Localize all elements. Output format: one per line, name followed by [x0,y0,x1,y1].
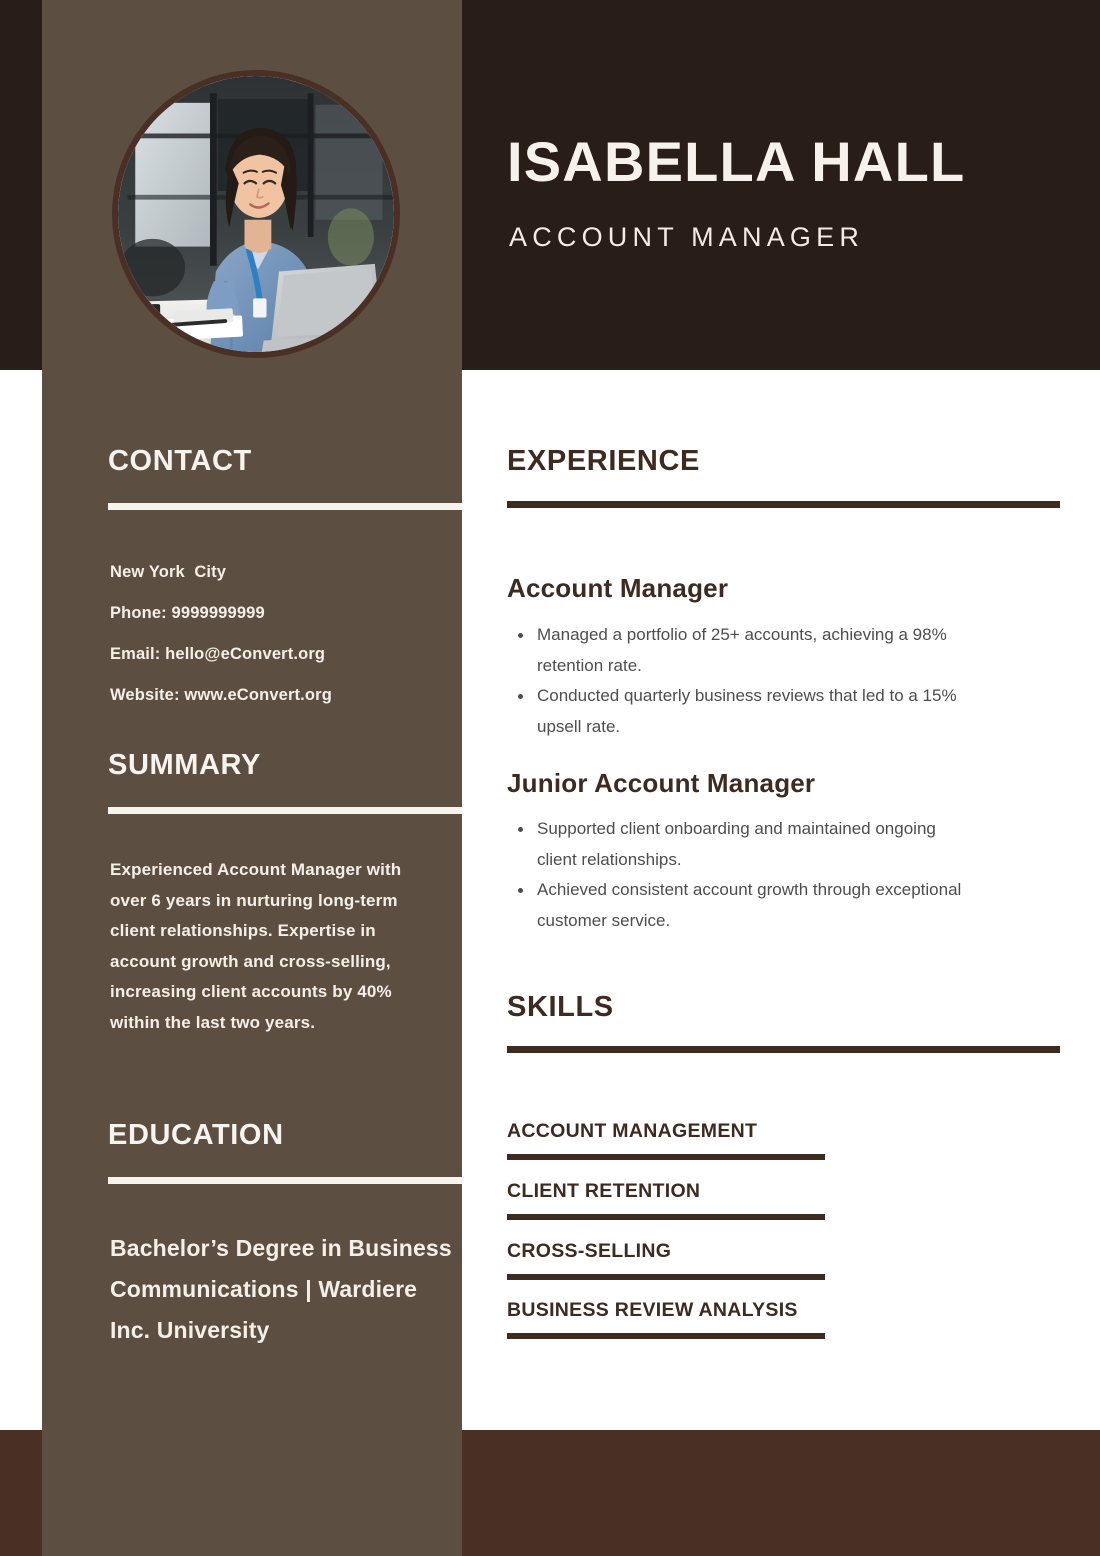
skill-bar [507,1214,825,1220]
summary-text: Experienced Account Manager with over 6 years in nurturing long-term client relationships. Expertise in account growth and cross-selling, increasing client accounts by 40% within the last two years. [110,860,402,1032]
woman-working-on-laptop-photo [118,76,394,352]
job-role-subtitle: ACCOUNT MANAGER [509,222,865,252]
contact-phone: Phone: 9999999999 [110,604,265,622]
section-heading-education: EDUCATION [108,1119,284,1151]
summary-divider [108,807,462,814]
list-item: Conducted quarterly business reviews that led to a 15% upsell rate. [507,681,977,742]
contact-website[interactable]: Website: www.eConvert.org [110,686,332,704]
contact-location: New York City [110,563,227,581]
contact-details [110,552,440,716]
section-heading-skills: SKILLS [507,991,614,1023]
skill-bar [507,1333,825,1339]
section-heading-experience: EXPERIENCE [507,445,700,477]
education-text: Bachelor’s Degree in Business Communications | Wardiere Inc. University [110,1235,452,1343]
skill-label: CLIENT RETENTION [507,1180,701,1202]
list-item: Managed a portfolio of 25+ accounts, achieving a 98% retention rate. [507,620,977,681]
job-title-2: Junior Account Manager [507,768,816,798]
skill-item-1 [507,1120,827,1160]
skill-item-2 [507,1180,827,1220]
list-item: Achieved consistent account growth through exceptional customer service. [507,875,977,936]
list-item: Supported client onboarding and maintained ongoing client relationships. [507,814,977,875]
skill-bar [507,1154,825,1160]
skill-label: ACCOUNT MANAGEMENT [507,1120,758,1142]
skill-item-4 [507,1299,827,1339]
section-heading-summary: SUMMARY [108,749,261,781]
skill-bar [507,1274,825,1280]
avatar [112,70,400,358]
education-divider [108,1177,462,1184]
contact-email[interactable]: Email: hello@eConvert.org [110,645,326,663]
job-title-1: Account Manager [507,573,729,603]
skills-divider [507,1046,1060,1053]
avatar-image [118,76,394,352]
footer-band-sidebar-overlap [42,1430,462,1556]
skill-label: CROSS-SELLING [507,1240,672,1262]
contact-divider [108,503,462,510]
page-title: ISABELLA HALL [507,130,966,193]
job-bullets-2 [507,814,977,936]
job-bullets-1 [507,620,977,742]
skill-item-3 [507,1240,827,1280]
skill-label: BUSINESS REVIEW ANALYSIS [507,1299,798,1321]
section-heading-contact: CONTACT [108,445,252,477]
experience-divider [507,501,1060,508]
